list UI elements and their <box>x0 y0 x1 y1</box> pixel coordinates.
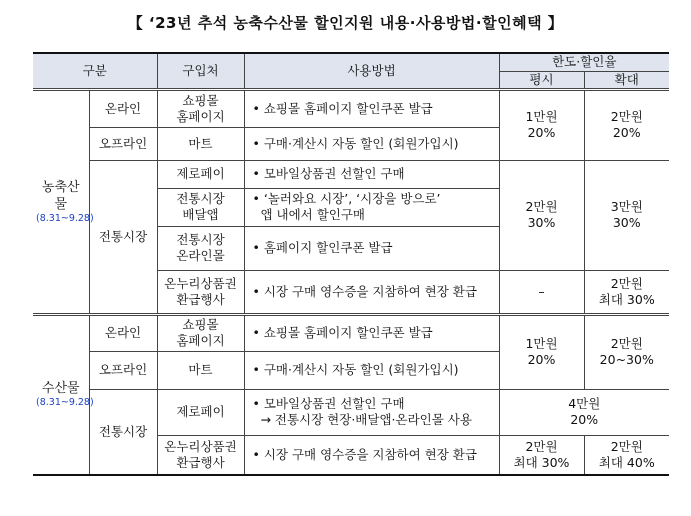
agri-place-6: 온누리상품권 환급행사 <box>157 270 244 314</box>
fish-refund-normal: 2만원 최대 30% <box>499 435 584 475</box>
fish-method-4: • 시장 구매 영수증을 지참하여 현장 환급 <box>244 435 499 475</box>
agri-online: 온라인 <box>89 89 157 127</box>
agri-place-3: 제로페이 <box>157 160 244 188</box>
agri-method-3: • 모바일상품권 선할인 구매 <box>244 160 499 188</box>
header-place: 구입처 <box>157 53 244 89</box>
fish-place-1: 쇼핑몰 홈페이지 <box>157 314 244 351</box>
discount-table <box>33 52 669 476</box>
agri-market-expanded: 3만원 30% <box>584 160 669 270</box>
agri-online-normal: 1만원 20% <box>499 89 584 160</box>
agri-method-1: • 쇼핑몰 홈페이지 할인쿠폰 발급 <box>244 89 499 127</box>
agri-name: 농축산물 <box>41 179 80 212</box>
agri-offline: 오프라인 <box>89 127 157 160</box>
fish-method-3: • 모바일상품권 선할인 구매 → 전통시장 현장·배달앱·온라인몰 사용 <box>244 389 499 435</box>
fish-traditional: 전통시장 <box>89 389 157 475</box>
header-category: 구분 <box>33 53 157 89</box>
fish-period: (8.31~9.28) <box>36 397 94 409</box>
fish-refund-expanded: 2만원 최대 40% <box>584 435 669 475</box>
agri-period: (8.31~9.28) <box>36 212 94 224</box>
fish-online-expanded: 2만원 20~30% <box>584 314 669 389</box>
fish-place-4: 온누리상품권 환급행사 <box>157 435 244 475</box>
fish-offline: 오프라인 <box>89 351 157 389</box>
agri-method-5: • 홈페이지 할인쿠폰 발급 <box>244 226 499 270</box>
agri-refund-normal: – <box>499 270 584 314</box>
page-title: 【 ‘23년 추석 농축수산물 할인지원 내용·사용방법·할인혜택 】 <box>127 14 564 32</box>
fish-place-3: 제로페이 <box>157 389 244 435</box>
agri-refund-expanded: 2만원 최대 30% <box>584 270 669 314</box>
agri-method-6: • 시장 구매 영수증을 지참하여 현장 환급 <box>244 270 499 314</box>
fish-method-1: • 쇼핑몰 홈페이지 할인쿠폰 발급 <box>244 314 499 351</box>
fish-zero-combined: 4만원 20% <box>499 389 669 435</box>
agri-place-1: 쇼핑몰 홈페이지 <box>157 89 244 127</box>
agri-method-4: • ‘놀러와요 시장’, ‘시장을 방으로’ 앱 내에서 할인구매 <box>244 188 499 226</box>
header-method: 사용방법 <box>244 53 499 89</box>
fish-method-2: • 구매·계산시 자동 할인 (회원가입시) <box>244 351 499 389</box>
fish-online-normal: 1만원 20% <box>499 314 584 389</box>
fish-place-2: 마트 <box>157 351 244 389</box>
header-limit-rate: 한도·할인율 <box>499 53 669 71</box>
agri-category <box>33 89 94 314</box>
fish-online: 온라인 <box>89 314 157 351</box>
agri-place-4: 전통시장 배달앱 <box>157 188 244 226</box>
agri-market-normal: 2만원 30% <box>499 160 584 270</box>
agri-place-5: 전통시장 온라인몰 <box>157 226 244 270</box>
agri-place-2: 마트 <box>157 127 244 160</box>
agri-traditional: 전통시장 <box>89 160 157 314</box>
header-expanded: 확대 <box>584 71 669 89</box>
fish-name: 수산물 <box>41 381 80 397</box>
header-normal: 평시 <box>499 71 584 89</box>
fish-category <box>33 314 94 475</box>
agri-method-2: • 구매·계산시 자동 할인 (회원가입시) <box>244 127 499 160</box>
agri-online-expanded: 2만원 20% <box>584 89 669 160</box>
